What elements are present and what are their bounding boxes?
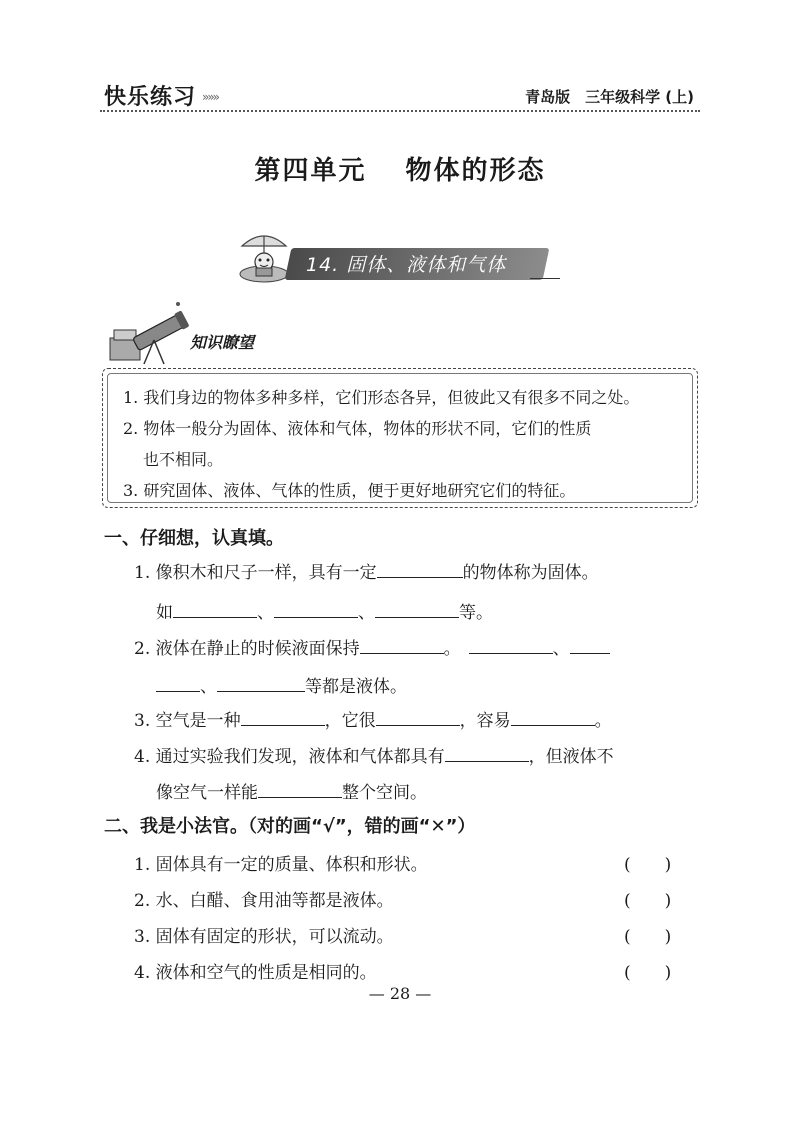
judge-answer-1[interactable]: ( ) <box>624 855 672 875</box>
q4-end: 整个空间。 <box>342 783 427 803</box>
judge-answer-4[interactable]: ( ) <box>624 963 672 983</box>
lesson-underline <box>530 278 560 279</box>
q1-blank-4[interactable] <box>375 599 459 618</box>
judge-item-4: 4. 液体和空气的性质是相同的。 <box>134 963 377 983</box>
q1-blank-1[interactable] <box>377 559 463 578</box>
q1-line2 <box>156 598 493 623</box>
q2-text-b: 。 <box>443 639 461 659</box>
judge-item-2: 2. 水、白醋、食用油等都是液体。 <box>134 891 394 911</box>
q2-sep-1: 、 <box>552 639 570 659</box>
q1-sep-1: 、 <box>257 603 274 623</box>
header-divider <box>100 110 700 112</box>
header-arrows: »»» <box>202 90 219 104</box>
unit-title: 第四单元 物体的形态 <box>254 156 546 186</box>
q3-text-a: 3. 空气是一种 <box>134 711 241 731</box>
q4-line1 <box>134 742 614 767</box>
q1-end: 等。 <box>459 603 493 623</box>
q3-line <box>134 706 612 731</box>
q2-line1 <box>134 634 610 659</box>
q1-blank-3[interactable] <box>274 599 358 618</box>
q1-blank-2[interactable] <box>173 599 257 618</box>
lesson-title: 14. 固体、液体和气体 <box>306 254 507 276</box>
knowledge-line-2: 2. 物体一般分为固体、液体和气体，物体的形状不同，它们的性质 <box>123 419 592 438</box>
q1-text-c: 如 <box>156 603 173 623</box>
q4-blank-1[interactable] <box>445 743 529 762</box>
knowledge-line-4: 3. 研究固体、液体、气体的性质，便于更好地研究它们的特征。 <box>123 481 576 500</box>
q3-text-b: ，它很 <box>324 711 376 731</box>
q4-blank-2[interactable] <box>258 779 342 798</box>
judge-answer-2[interactable]: ( ) <box>624 891 672 911</box>
section1-heading: 一、仔细想，认真填。 <box>104 528 284 549</box>
lesson-banner <box>232 228 562 286</box>
q2-end: 等都是液体。 <box>305 677 407 697</box>
q1-sep-2: 、 <box>358 603 375 623</box>
q1-line1 <box>134 558 599 583</box>
q2-blank-4[interactable] <box>217 673 305 692</box>
q3-text-c: ，容易 <box>459 711 511 731</box>
book-name: 快乐练习 <box>104 85 197 110</box>
q4-text-b: ，但液体不 <box>528 747 614 767</box>
q2-blank-3b[interactable] <box>156 673 200 692</box>
knowledge-box <box>102 368 698 508</box>
section2-heading: 二、我是小法官。（对的画“√”，错的画“✕”） <box>104 816 476 837</box>
q4-text-a: 4. 通过实验我们发现，液体和气体都具有 <box>134 747 445 767</box>
q2-blank-2[interactable] <box>469 635 553 654</box>
knowledge-title: 知识瞭望 <box>190 333 255 352</box>
q2-text-a: 2. 液体在静止的时候液面保持 <box>134 639 360 659</box>
q2-blank-3a[interactable] <box>570 635 610 654</box>
q4-text-c: 像空气一样能 <box>156 783 258 803</box>
q2-sep-2: 、 <box>200 677 217 697</box>
knowledge-line-3: 也不相同。 <box>143 450 224 469</box>
page-number: — 28 — <box>368 984 432 1003</box>
knowledge-line-1: 1. 我们身边的物体多种多样，它们形态各异，但彼此又有很多不同之处。 <box>123 388 640 407</box>
edition-label: 青岛版 三年级科学 (上) <box>525 88 694 106</box>
q1-text-b: 的物体称为固体。 <box>462 563 599 583</box>
q3-blank-2[interactable] <box>376 707 460 726</box>
q3-blank-1[interactable] <box>241 707 325 726</box>
q2-line2 <box>156 672 407 697</box>
q3-blank-3[interactable] <box>511 707 595 726</box>
telescope-icon <box>104 296 194 366</box>
q2-blank-1[interactable] <box>360 635 444 654</box>
judge-answer-3[interactable]: ( ) <box>624 927 672 947</box>
judge-item-3: 3. 固体有固定的形状，可以流动。 <box>134 927 394 947</box>
q3-end: 。 <box>594 711 612 731</box>
q1-text-a: 1. 像积木和尺子一样，具有一定 <box>134 563 377 583</box>
q4-line2 <box>156 778 427 803</box>
judge-item-1: 1. 固体具有一定的质量、体积和形状。 <box>134 855 428 875</box>
